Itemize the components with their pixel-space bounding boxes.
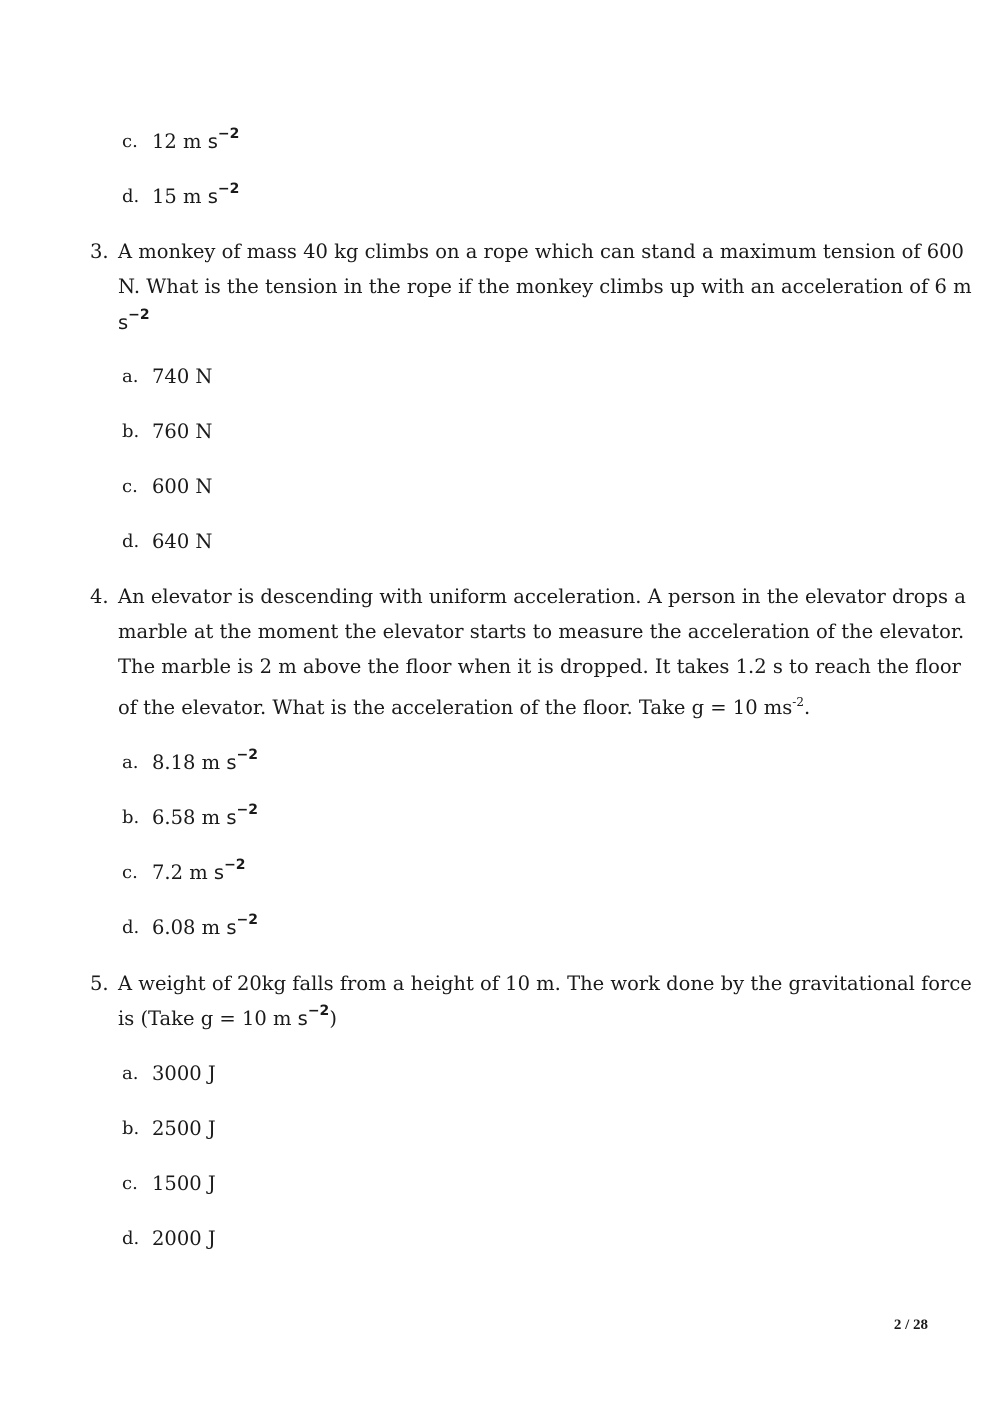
question-number: 3. (90, 240, 109, 263)
option-letter: b. (122, 807, 140, 828)
option-text: 740 N (152, 365, 213, 388)
option-letter: c. (122, 862, 138, 883)
option-letter: b. (122, 421, 140, 442)
option-letter: c. (122, 476, 138, 497)
option-text: 2000 J (152, 1227, 216, 1250)
option-letter: d. (122, 917, 140, 938)
question-text: An elevator is descending with uniform acceleration. A person in the elevator drops a (118, 585, 966, 608)
option-text: 1500 J (152, 1172, 216, 1195)
question-number: 5. (90, 972, 109, 995)
option-text: 3000 J (152, 1062, 216, 1085)
option-letter: c. (122, 131, 138, 152)
question-number: 4. (90, 585, 109, 608)
option-text: 12 m $s^{-2}$ (152, 126, 240, 153)
question-text: N. What is the tension in the rope if the monkey climbs up with an acceleration of 6 m (118, 275, 972, 298)
option-letter: d. (122, 186, 140, 207)
option-letter: c. (122, 1173, 138, 1194)
option-text: 6.58 m $s^{-2}$ (152, 802, 258, 829)
option-letter: a. (122, 752, 139, 773)
option-letter: a. (122, 366, 139, 387)
option-text: 8.18 m $s^{-2}$ (152, 747, 258, 774)
option-letter: d. (122, 531, 140, 552)
option-text: 15 m $s^{-2}$ (152, 181, 240, 208)
question-text: The marble is 2 m above the floor when it is dropped. It takes 1.2 s to reach the floor (118, 655, 961, 678)
option-letter: a. (122, 1063, 139, 1084)
option-text: 2500 J (152, 1117, 216, 1140)
option-text: 760 N (152, 420, 213, 443)
option-text: 6.08 m $s^{-2}$ (152, 912, 258, 939)
option-text: 7.2 m $s^{-2}$ (152, 857, 246, 884)
option-letter: d. (122, 1228, 140, 1249)
question-text: A monkey of mass 40 kg climbs on a rope which can stand a maximum tension of 600 (118, 240, 964, 263)
question-text: of the elevator. What is the acceleration of the floor. Take g = 10 $ms^{-2}$. (118, 695, 811, 719)
option-text: 640 N (152, 530, 213, 553)
option-text: 600 N (152, 475, 213, 498)
option-letter: b. (122, 1118, 140, 1139)
question-text: A weight of 20kg falls from a height of 10 m. The work done by the gravitational force (118, 972, 972, 995)
question-text: $s^{-2}$ (118, 307, 150, 334)
question-text: marble at the moment the elevator starts to measure the acceleration of the elevator. (118, 620, 965, 643)
page-number: 2 / 28 (893, 1317, 928, 1333)
question-text: is (Take g = 10 m $s^{-2}$) (118, 1003, 337, 1030)
